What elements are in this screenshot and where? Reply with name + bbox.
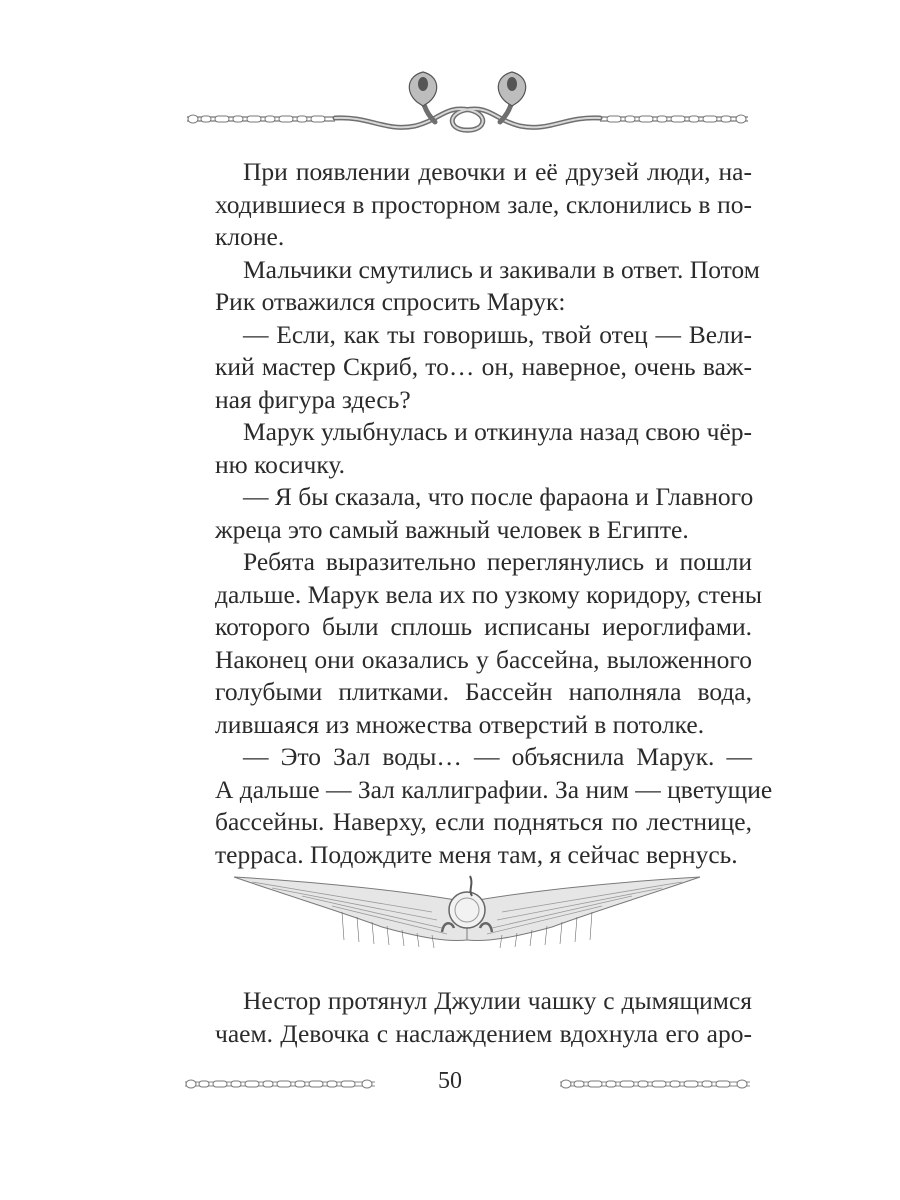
paragraph <box>187 319 752 417</box>
text-line: чаем. Девочка с наслаждением вдохнула его аро- <box>215 1018 752 1048</box>
text-line: Мальчики смутились и закивали в ответ. Потом <box>243 254 760 284</box>
chain-border-right-icon <box>560 1077 750 1091</box>
text-line: Нестор протянул Джулии чашку с дымящимся <box>243 986 752 1015</box>
text-line: ная фигура здесь? <box>215 384 411 414</box>
twin-cobras-ornament-icon <box>185 70 750 160</box>
text-line: Марук улыбнулась и откинула назад свою чёр- <box>243 417 752 446</box>
text-line: голубыми плитками. Бассейн наполняла вода, <box>215 677 752 706</box>
text-line: Наконец они оказались у бассейна, выложенного <box>215 644 752 674</box>
text-line: При появлении девочки и её друзей люди, на- <box>243 157 752 186</box>
text-line: которого были сплошь исписаны иероглифами. <box>215 612 752 641</box>
text-line: — Я бы сказала, что после фараона и Главного <box>243 482 754 511</box>
text-line: жреца это самый важный человек в Египте. <box>215 514 689 544</box>
paragraph <box>187 156 752 254</box>
paragraph <box>187 546 762 741</box>
text-line: лившаяся из множества отверстий в потолке. <box>215 709 705 739</box>
text-line: А дальше — Зал каллиграфии. За ним — цветущие <box>215 774 773 804</box>
paragraph <box>187 741 773 871</box>
text-line: Ребята выразительно переглянулись и пошли <box>243 547 752 576</box>
page-number: 50 <box>438 1068 462 1094</box>
text-line: — Это Зал воды… — объяснила Марук. — <box>243 742 752 771</box>
text-line: ходившиеся в просторном зале, склонились в по- <box>215 189 752 219</box>
paragraph <box>187 481 752 546</box>
chain-border-left-icon <box>185 1077 375 1091</box>
winged-sun-disk-icon <box>232 872 702 952</box>
paragraph <box>187 416 752 481</box>
paragraph <box>187 254 760 319</box>
paragraph <box>187 985 752 1050</box>
text-line: клоне. <box>215 222 285 251</box>
text-line: бассейны. Наверху, если подняться по лестнице, <box>215 807 752 836</box>
text-line: — Если, как ты говоришь, твой отец — Вели- <box>243 319 752 349</box>
body-text <box>187 156 773 871</box>
continuation-text <box>187 985 752 1050</box>
text-line: терраса. Подождите меня там, я сейчас вернусь. <box>215 839 738 869</box>
text-line: Рик отважился спросить Марук: <box>215 287 566 316</box>
text-line: кий мастер Скриб, то… он, наверное, очень важ- <box>215 352 752 381</box>
text-line: ню косичку. <box>215 449 345 479</box>
text-line: дальше. Марук вела их по узкому коридору, стены <box>215 579 762 609</box>
